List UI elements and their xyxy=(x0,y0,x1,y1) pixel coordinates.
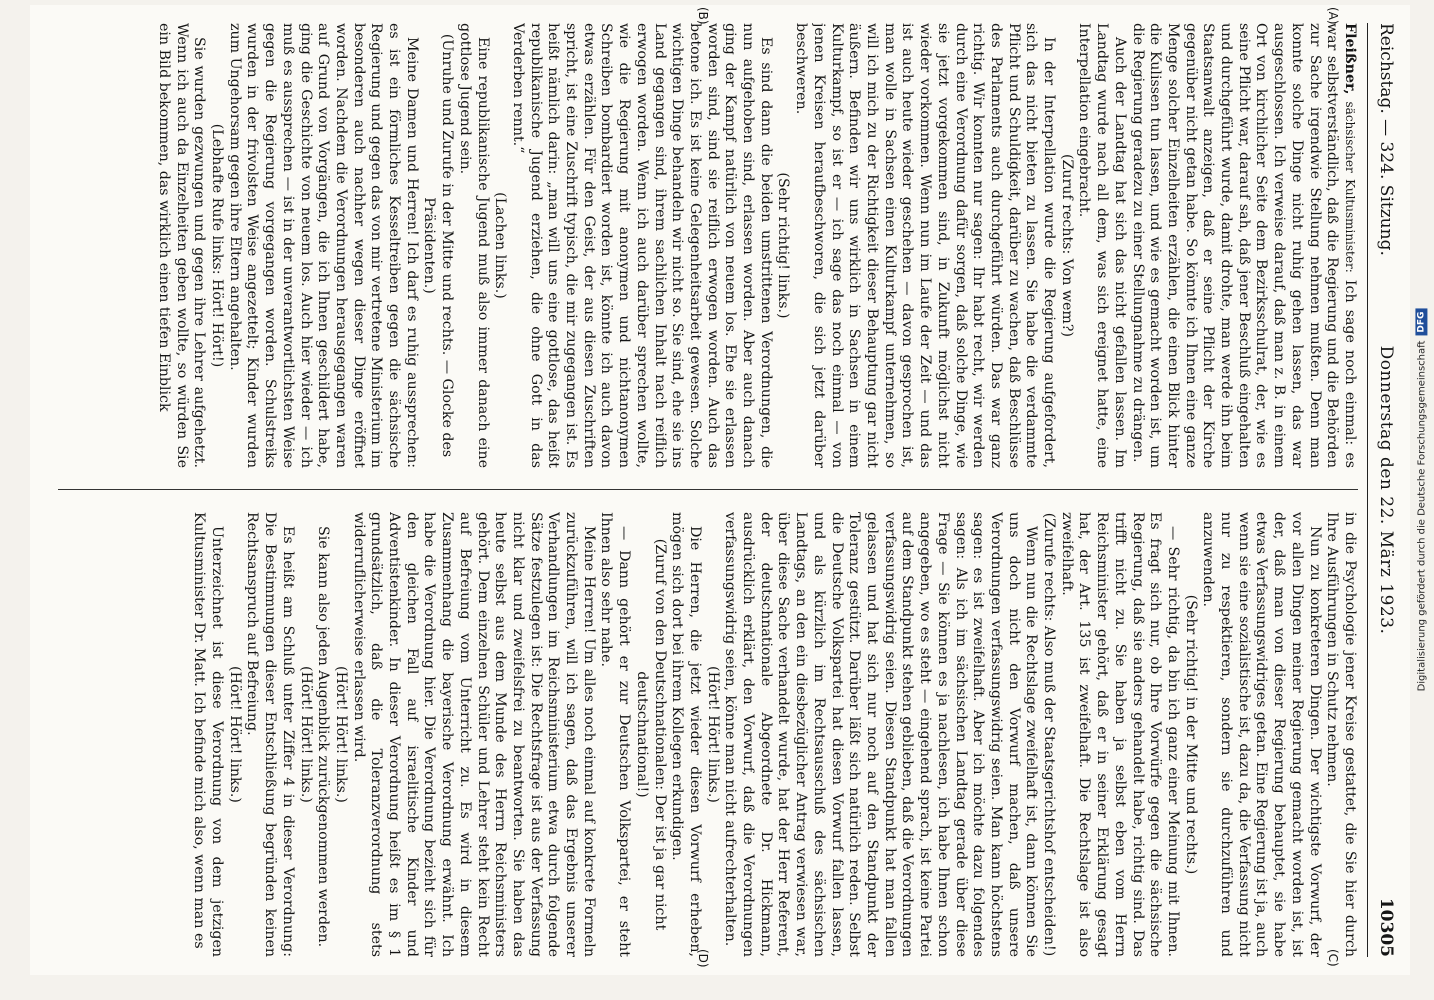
paragraph: Es heißt am Schluß unter Ziffer 4 in dieser Verordnung: Die Bestimmungen dieser Entschließung begründen keinen Rechtsanspruch auf Befreiung. xyxy=(244,512,296,957)
paragraph: In der Interpellation wurde die Regierung aufgefordert, sich das nicht bieten zu lassen. Sie habe die verdammte Pflicht und Schuldigkeit, darüber zu wachen, daß Beschlüsse des Parlaments auch durchgeführt würden. Das war ganz richtig. Wir konnten nur sagen: Ihr habt recht, wir werden durch eine Verordnung dafür sorgen, daß solche Dinge, wie sie jetzt vorgekommen sind, in Zukunft möglichst nicht wieder vorkommen. Wenn nun im Laufe der Zeit — und das ist auch heute wieder geschehen — davon gesprochen ist, man wolle in Sachsen einen Kulturkampf unternehmen, so will ich mich zu der Richtigkeit dieser Behauptung gar nicht äußern. Befinden wir uns wirklich in Sachsen in einem Kulturkampf, so ist er — ich sage das noch einmal — von jenen Kreisen heraufbeschworen, die sich jetzt darüber beschweren. xyxy=(793,23,1058,468)
paragraph: Auch der Landtag hat sich das nicht gefallen lassen. Im Landtag wurde nach all dem, was sich ereignet hatte, eine Interpellation eingebracht. xyxy=(1076,23,1128,468)
interjection: (Hört! Hört! links.) xyxy=(704,666,721,803)
paragraph xyxy=(1128,23,1358,468)
digitization-note xyxy=(1410,10,1432,990)
paragraph: Sie kann also jeden Augenblick zurückgenommen werden. xyxy=(315,526,332,948)
speaker-role: sächsischer Kultusminister: xyxy=(1343,101,1357,273)
paragraph: Nun zu konkreteren Dingen. Der wichtigste Vorwurf, der vor allen Dingen meiner Regierung gemacht worden ist, ist der, daß man von dieser Regierung behauptet, sie habe etwas Verfassungswidriges getan. Eine Regierung ist ja, auch wenn sie eine sozialistische ist, dazu da, die Verfassung nicht nur zu respektieren, sondern sie durchzuführen und anzuwenden. xyxy=(1200,512,1323,957)
paragraph-text: Ich sage noch einmal: es war selbstverständlich, daß die Regierung und die Behörden zur Sache irgendwie Stellung nehmen mußten. Denn man konnte solche Dinge nicht ruhig gehen lassen, das war ausgeschlossen. Ich verweise darauf, daß man z. B. in einem Ort von kirchlicher Seite dem Bezirksschulrat, der, wie es seine Pflicht war, darauf sah, daß jener Beschluß eingehalten und durchgeführt wurde, damit drohte, man werde ihn beim Staatsanwalt anzeigen, daß er seine Pflicht der Kirche gegenüber nicht getan habe. So könnte ich Ihnen eine ganze Menge solcher Einzelheiten erzählen, die einen Blick hinter die Kulissen tun lassen, und wie es gemacht worden ist, um die Regierung geradezu zu einer Stellungnahme zu drängen. xyxy=(1129,23,1358,468)
paragraph: in die Psychologie jener Kreise gestattet, die Sie hier durch Ihre Ausführungen in Schutz nehmen. xyxy=(1324,512,1358,957)
paragraph: Wenn nun die Rechtslage zweifelhaft ist, dann können Sie uns doch nicht den Vorwurf machen, daß unsere Verordnungen verfassungswidrig seien. Man kann höchstens sagen: es ist zweifelhaft. Aber ich möchte dazu folgendes sagen: Als ich im sächsischen Landtag gerade über diese Frage — Sie können es ja nachlesen, ich habe Ihnen schon angegeben, wo es steht — eingehend sprach, ist keine Partei auf dem Standpunkt stehen geblieben, daß die Verordnungen verfassungswidrig seien. Diesen Standpunkt hat man fallen gelassen und hat sich nur noch auf den Standpunkt der Toleranz gestützt. Darüber läßt sich natürlich reden. Selbst die Deutsche Volkspartei hat diesen Vorwurf fallen lassen, und als kürzlich im Rechtsausschuß des sächsischen Landtags, an den ein diesbezüglicher Antrag verwiesen war, über diese Sache verhandelt wurde, hat der Herr Referent, der deutschnationale Abgeordnete Dr. Hickmann, ausdrücklich erklärt, den Vorwurf, daß die Verordnungen verfassungswidrig seien, könne man nicht aufrechterhalten. xyxy=(722,512,1040,957)
page-number: 10305 xyxy=(1376,897,1396,957)
paragraph: Es sind dann die beiden umstrittenen Verordnungen, die nun aufgehoben sind, erlassen worden. Aber auch danach ging der Kampf natürlich von neuem los. Ehe sie erlassen worden sind, sind sie reiflich erwogen worden. Auch das betone ich. Es ist keine Gelegenheitsarbeit gewesen. Solche wichtigen Dinge behandeln wir nicht so. Sie sind, ehe sie ins Land gegangen sind, ihrem sachlichen Inhalt nach reiflich erwogen worden. Wenn ich auch darüber sprechen wollte, wie die Regierung mit anonymen und nichtanonymen Schreiben bombardiert worden ist, könnte ich auch davon etwas erzählen. Für den Geist, der aus diesen Zuschriften spricht, ist eine Zuschrift typisch, die mir zugegangen ist. Es heißt nämlich darin: „man will uns eine gottlose, das heißt republikanische Jugend erziehen, die ohne Gott in das Verderben rennt.“ xyxy=(509,23,774,468)
column-divider xyxy=(58,489,1358,490)
paragraph: Eine republikanische Jugend muß also immer danach eine gottlose Jugend sein. xyxy=(456,23,491,468)
interjection: (Zuruf rechts: Von wem?) xyxy=(1058,153,1075,337)
interjection: (Lebhafte Rufe links: Hört! Hört!) xyxy=(209,123,225,368)
margin-marker-c: (C) xyxy=(1326,949,1340,967)
margin-marker-b: (B) xyxy=(696,7,710,25)
right-column xyxy=(46,512,1358,957)
interjection: (Lachen links.) xyxy=(492,192,509,299)
paragraph: Sie wurden gezwungen und gegen ihre Lehrer aufgehetzt. Wenn ich auch da Einzelheiten geben wollte, so würden Sie ein Bild bekommen, das wirklich einen tiefen Einblick xyxy=(155,23,208,468)
interjection: (Hört! Hört! links.) xyxy=(297,666,314,803)
interjection: (Sehr richtig! in der Mitte und rechts.) xyxy=(1182,594,1199,875)
header-date: Donnerstag den 22. März 1923. xyxy=(1376,345,1396,635)
page-header xyxy=(1367,23,1402,957)
interjection: (Unruhe und Zurufe in der Mitte und rechts. — Glocke des Präsidenten.) xyxy=(421,33,456,458)
digitization-text: Digitalisierung gefördert durch die Deutsche Forschungsgemeinschaft xyxy=(1415,340,1427,692)
interjection: (Hört! Hört! links.) xyxy=(332,666,349,803)
speaker-name: Fleißner, xyxy=(1342,23,1358,95)
rotated-page xyxy=(30,5,1410,975)
interjection: (Sehr richtig! links.) xyxy=(775,172,792,319)
margin-marker-d: (D) xyxy=(696,949,710,968)
dfg-logo: DFG xyxy=(1415,309,1427,336)
interjection: (Zurufe rechts: Also muß der Staatsgerichtshof entscheiden!) xyxy=(1041,512,1058,957)
paragraph: — Sehr richtig, da bin ich ganz einer Meinung mit Ihnen. Es fragt sich nur, ob Ihre Vorwürfe gegen die sächsische Regierung, daß sie anders gehandelt habe, richtig sind. Das trifft nicht zu. Sie haben ja selbst eben vom Herrn Reichsminister gehört, daß er in seiner Erklärung gesagt hat, der Art. 135 ist zweifelhaft. Die Rechtslage ist also zweifelhaft. xyxy=(1058,512,1181,957)
margin-marker-a: (A) xyxy=(1326,7,1340,25)
paragraph: Die Herren, die jetzt wieder diesen Vorwurf erheben, mögen sich dort bei ihrem Kollegen erkundigen. xyxy=(669,512,703,957)
paragraph: Meine Herren! Um alles noch einmal auf konkrete Formeln zurückzuführen, will ich sagen, daß das Ergebnis unserer Verhandlungen im Reichsministerium etwa durch folgende Sätze festzulegen ist: Die Rechtsfrage ist aus der Verfassung nicht klar und zweifelsfrei zu beantworten. Sie haben das heute selbst aus dem Munde des Herrn Reichsministers gehört. Dem einzelnen Schüler und Lehrer steht kein Recht auf Befreiung vom Unterricht zu. Es wird in diesem Zusammenhang die bayerische Verordnung erwähnt. Ich habe die Verordnung hier. Die Verordnung bezieht sich für den gleichen Fall auf israelitische Kinder und Adventistenkinder. In dieser Verordnung heißt es im § 1 grundsätzlich, daß die Toleranzverordnung stets widerruflicherweise erlassen wird. xyxy=(350,512,597,957)
paragraph: — Dann gehört er zur Deutschen Volkspartei, er steht Ihnen also sehr nahe. xyxy=(598,512,633,957)
interjection: (Zuruf von den Deutschnationalen: Der ist ja gar nicht deutschnational!) xyxy=(633,538,668,931)
header-left: Reichstag. — 324. Sitzung. xyxy=(1376,23,1396,256)
interjection: (Hört! Hört! links.) xyxy=(226,666,243,803)
paragraph: Unterzeichnet ist diese Verordnung von dem jetzigen Kultusminister Dr. Matt. Ich befinde mich also, wenn man es xyxy=(191,512,225,957)
paragraph: Meine Damen und Herren! Ich darf es ruhig aussprechen: es ist ein förmliches Kesseltreiben gegen die sächsische Regierung und gegen das von mir vertretene Ministerium im besonderen auch nachher wegen dieser Dinge eröffnet worden. Nachdem die Verordnungen herausgegangen waren auf Grund von Vorgängen, die ich Ihnen geschildert habe, ging die Geschichte von neuem los. Auch hier wieder — ich muß es aussprechen — ist in der unverantwortlichsten Weise gegen die Regierung vorgegangen worden. Schulstreiks wurden in der frivolsten Weise angezettelt; Kinder wurden zum Ungehorsam gegen ihre Eltern angehalten. xyxy=(226,23,420,468)
left-column xyxy=(46,23,1358,468)
